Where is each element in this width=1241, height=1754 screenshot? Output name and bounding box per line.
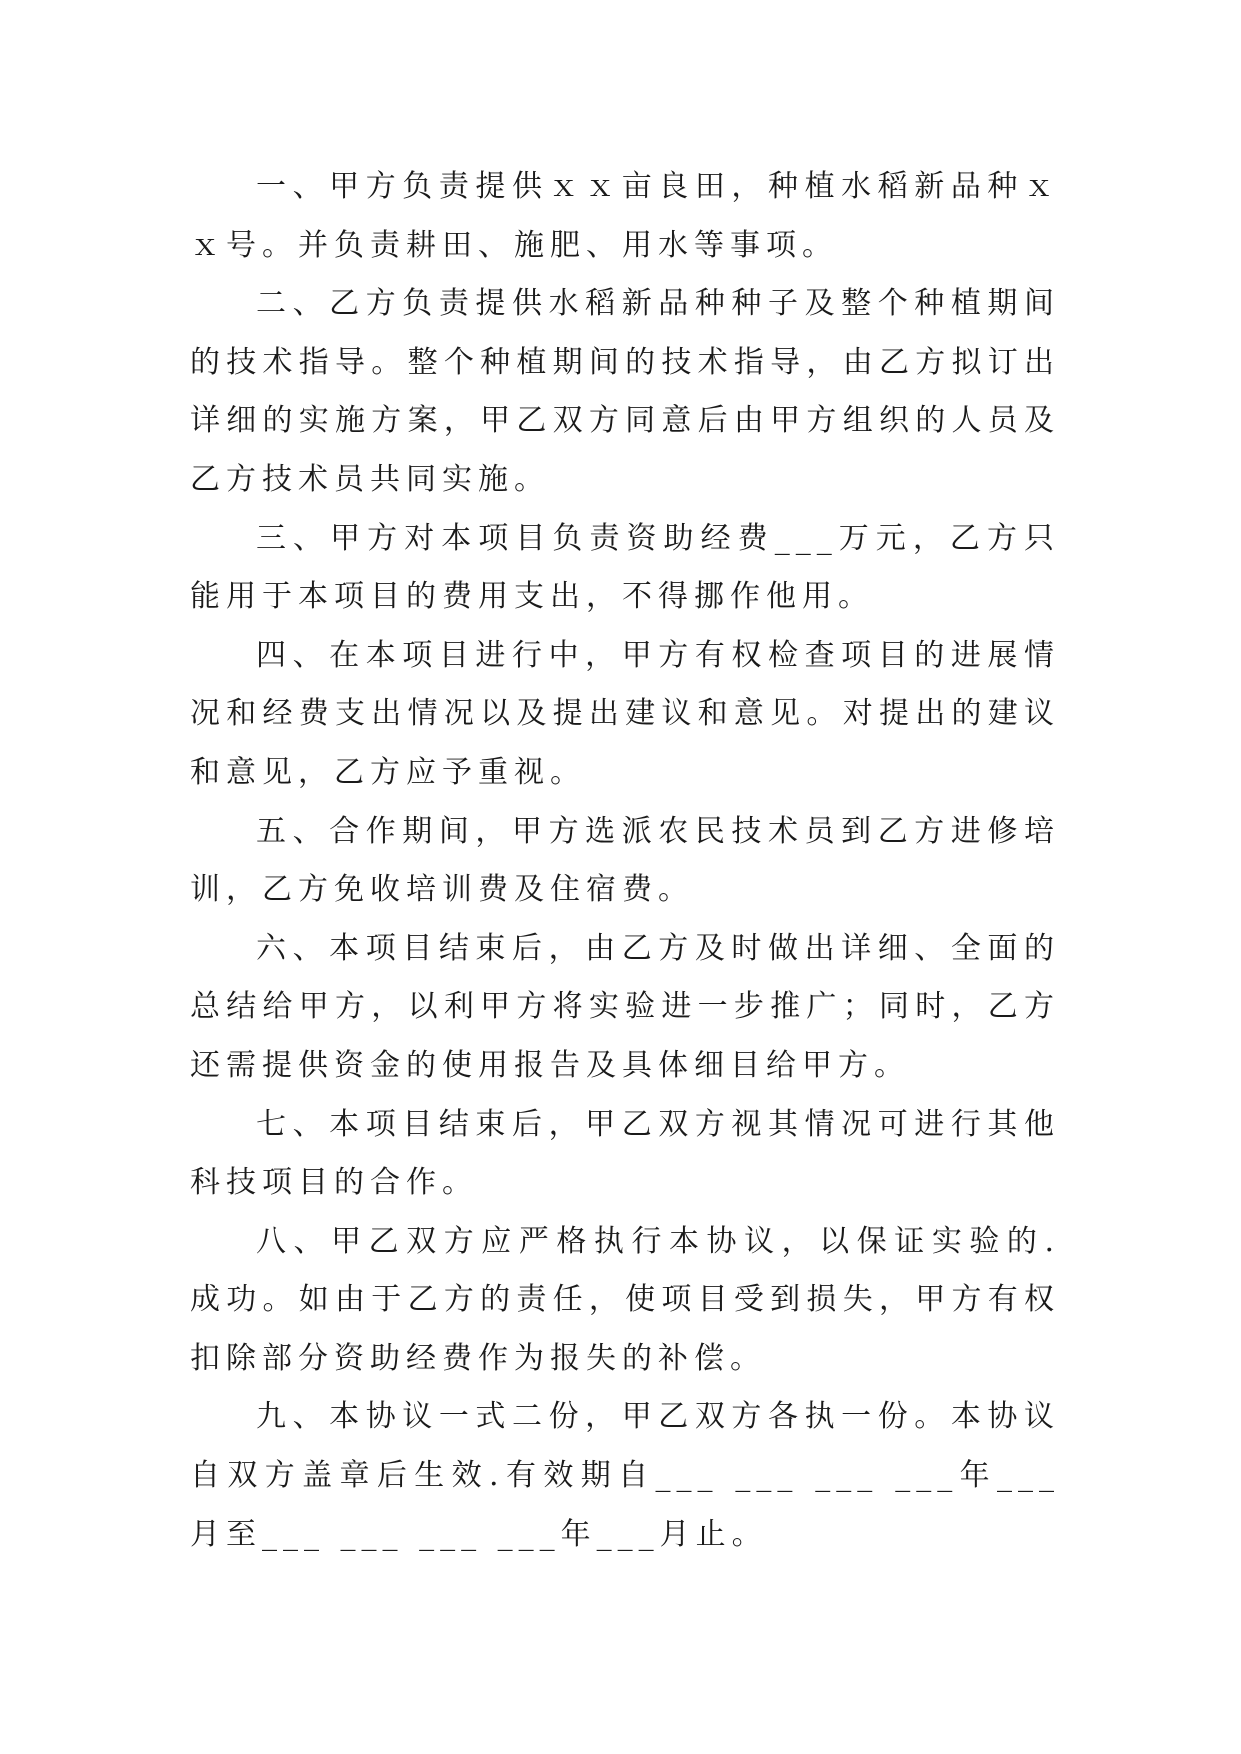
clause-5: 五、合作期间，甲方选派农民技术员到乙方进修培训，乙方免收培训费及住宿费。 xyxy=(190,813,1060,908)
clause-6: 六、本项目结束后，由乙方及时做出详细、全面的总结给甲方，以利甲方将实验进一步推广；同时，乙方还需提供资金的使用报告及具体细目给甲方。 xyxy=(190,930,1060,1083)
clause-3: 三、甲方对本项目负责资助经费___万元，乙方只能用于本项目的费用支出，不得挪作他用。 xyxy=(190,520,1060,615)
clause-9: 九、本协议一式二份，甲乙双方各执一份。本协议自双方盖章后生效.有效期自___ ___ ___ ___年___月至___ ___ ___ ___年___月止。 xyxy=(190,1399,1060,1552)
clause-4: 四、在本项目进行中，甲方有权检查项目的进展情况和经费支出情况以及提出建议和意见。对提出的建议和意见，乙方应予重视。 xyxy=(190,637,1060,790)
clause-7: 七、本项目结束后，甲乙双方视其情况可进行其他科技项目的合作。 xyxy=(190,1106,1060,1201)
clause-1: 一、甲方负责提供ｘｘ亩良田，种植水稻新品种ｘｘ号。并负责耕田、施肥、用水等事项。 xyxy=(190,169,1060,263)
document-body xyxy=(190,158,1060,1564)
clause-8: 八、甲乙双方应严格执行本协议，以保证实验的.成功。如由于乙方的责任，使项目受到损失，甲方有权扣除部分资助经费作为报失的补偿。 xyxy=(190,1223,1060,1376)
clause-2: 二、乙方负责提供水稻新品种种子及整个种植期间的技术指导。整个种植期间的技术指导，由乙方拟订出详细的实施方案，甲乙双方同意后由甲方组织的人员及乙方技术员共同实施。 xyxy=(190,286,1060,497)
